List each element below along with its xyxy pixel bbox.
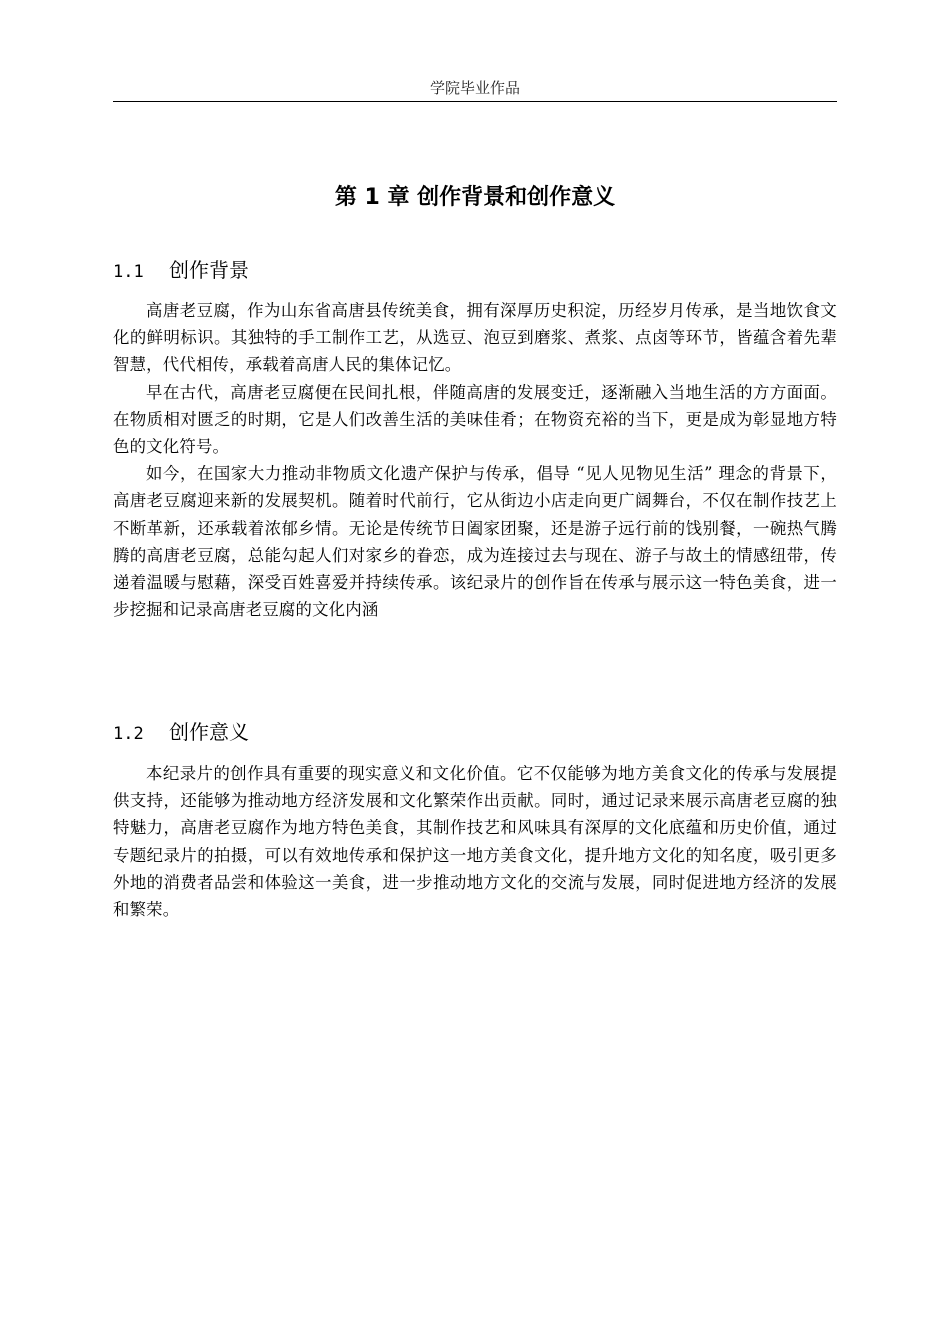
chapter-title bbox=[113, 183, 837, 213]
chapter-name: 创作背景和创作意义 bbox=[417, 185, 616, 210]
paragraph: 早在古代，高唐老豆腐便在民间扎根，伴随高唐的发展变迁，逐渐融入当地生活的方方面面。在物质相对匮乏的时期，它是人们改善生活的美味佳肴；在物资充裕的当下，更是成为彰显地方特色的文化符号。 bbox=[113, 382, 837, 457]
section-heading-1-1 bbox=[113, 256, 837, 286]
section-title: 创作背景 bbox=[169, 258, 249, 282]
chapter-number: 第 1 章 bbox=[334, 185, 410, 210]
section-body-1-1 bbox=[113, 297, 837, 623]
paragraph: 高唐老豆腐，作为山东省高唐县传统美食，拥有深厚历史积淀，历经岁月传承，是当地饮食文化的鲜明标识。其独特的手工制作工艺，从选豆、泡豆到磨浆、煮浆、点卤等环节，皆蕴含着先辈智慧，代代相传，承载着高唐人民的集体记忆。 bbox=[113, 301, 837, 375]
paragraph: 本纪录片的创作具有重要的现实意义和文化价值。它不仅能够为地方美食文化的传承与发展提供支持，还能够为推动地方经济发展和文化繁荣作出贡献。同时，通过记录来展示高唐老豆腐的独特魅力，高唐老豆腐作为地方特色美食，其制作技艺和风味具有深厚的文化底蕴和历史价值，通过专题纪录片的拍摄，可以有效地传承和保护这一地方美食文化，提升地方文化的知名度，吸引更多外地的消费者品尝和体验这一美食，进一步推动地方文化的交流与发展，同时促进地方经济的发展和繁荣。 bbox=[113, 764, 837, 920]
section-number: 1.2 bbox=[113, 724, 144, 744]
section-body-1-2 bbox=[113, 760, 837, 923]
paragraph: 如今，在国家大力推动非物质文化遗产保护与传承，倡导 “见人见物见生活” 理念的背景下，高唐老豆腐迎来新的发展契机。随着时代前行，它从街边小店走向更广阔舞台，不仅在制作技艺上不断革新，还承载着浓郁乡情。无论是传统节日阖家团聚，还是游子远行前的饯别餐，一碗热气腾腾的高唐老豆腐，总能勾起人们对家乡的眷恋，成为连接过去与现在、游子与故土的情感纽带，传递着温暖与慰藉，深受百姓喜爱并持续传承。该纪录片的创作旨在传承与展示这一特色美食，进一步挖掘和记录高唐老豆腐的文化内涵 bbox=[113, 464, 837, 620]
section-heading-1-2 bbox=[113, 718, 837, 748]
header-rule bbox=[113, 101, 837, 102]
running-header: 学院毕业作品 bbox=[429, 79, 520, 97]
section-title: 创作意义 bbox=[169, 720, 249, 744]
section-number: 1.1 bbox=[113, 262, 144, 282]
